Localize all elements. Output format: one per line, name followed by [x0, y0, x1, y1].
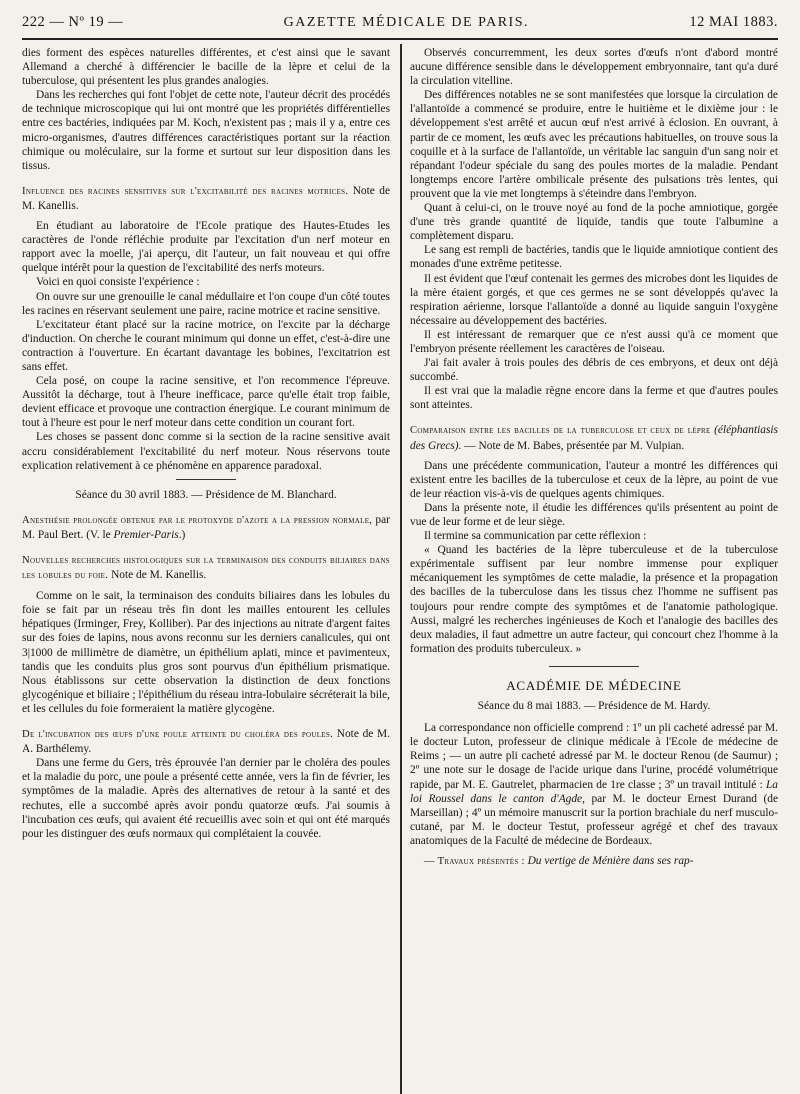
paragraph: Dans la présente note, il étudie les différences qu'ils présentent au point de vue de leur forme et de leur siège. — [410, 501, 778, 528]
paragraph: L'excitateur étant placé sur la racine motrice, on l'excite par la décharge d'induction. On cherche le courant minimum qui donne un effet, c'est-à-dire une contraction à l'ouverture. En écartant davantage les bobines, l'excitatrion est sans effet. — [22, 318, 390, 373]
header-left — [22, 14, 123, 31]
paragraph: Il termine sa communication par cette réflexion : — [424, 530, 647, 543]
paragraph: Des différences notables ne se sont manifestées que lorsque la circulation de l'allantoïde a commencé se produire, entre le huitième et le dixième jour : le développement s'est arrêté et aucun œuf n'est arrivé à éclosion. En ouvrant, à partir de ce moment, les œufs avec les précautions habituelles, on trouve sous la coquille et à la surface de l'allantoïde, un véritable lac sanguin d'un sang noir et répandant l'odeur spéciale du sang des poules mortes de la maladie. Pendant longtemps encore l'artère ombilicale présente des pulsations très lentes, qui prouvent que la vie met longtemps à s'éteindre dans l'embryon. — [410, 89, 778, 200]
heading-ref: Premier-Paris — [113, 528, 179, 541]
article-heading — [410, 423, 778, 452]
paragraph — [410, 854, 778, 869]
heading-title: Comparaison entre les bacilles de la tuberculose et ceux de lèpre — [410, 425, 711, 437]
paragraph: Dans une ferme du Gers, très éprouvée l'an dernier par le choléra des poules et la maladie du porc, une poule a présenté cette année, vers la fin de février, les symptômes de la maladie. Après des alternatives de retour à la santé et des rechutes, elle a succombé après avoir pondu quatorze œufs. J'ai soumis à l'incubation ces œufs, qui avaient été recueillis avec soin et qui ont été marqués pour les distinguer des œufs normaux qui complétaient la couvée. — [22, 757, 390, 840]
text-run-italic: La loi Roussel dans le canton d'Agde — [410, 778, 778, 805]
paragraph: Il est intéressant de remarquer que ce n'est aussi qu'à ce moment que l'embryon présente réellement les caractères de l'oiseau. — [410, 328, 778, 355]
heading-author: — Note de M. Babes, présentée par M. Vulpian. — [461, 439, 685, 452]
paragraph: dies forment des espèces naturelles différentes, et c'est ainsi que le savant Allemand a cherché à différencier le bacille de la lèpre et celui de la tuberculose, qui présentent les plus grandes analogies. — [22, 47, 390, 88]
paragraph: Observés concurremment, les deux sortes d'œufs n'ont d'abord montré aucune différence sensible dans le développement embryonnaire, tant qu'a duré la circulation vitelline. — [410, 47, 778, 88]
heading-author: Note de M. A. Barthélemy. — [22, 728, 390, 756]
right-column — [410, 46, 778, 869]
article-heading — [22, 513, 390, 542]
session-heading: Séance du 8 mai 1883. — Présidence de M. Hardy. — [477, 700, 711, 713]
section-title: ACADÉMIE DE MÉDECINE — [506, 677, 682, 693]
heading-title: Anesthésie prolongée obtenue par le protoxyde d'azote a la pression normale, — [22, 514, 373, 526]
text-run: , par M. le docteur Ernest Durand (de Marseillan) ; 4º un mémoire manuscrit sur la portion brachiale du nerf musculo-cutané, par M. le docteur Testut, professeur agrégé et chef des travaux anatomiques de la Faculté de médecine de Bordeaux. — [410, 792, 778, 847]
text-run: La correspondance non officielle comprend : 1º un pli cacheté adressé par M. le docteur Luton, professeur de clinique médicale à l'Ecole de médecine de Reims ; — un autre pli cacheté adressé par M. le docteur Renou (de Saumur) ; 2º une note sur le dosage de l'acide urique dans l'urine, procédé volumétrique rapide, par M. E. Gautrelet, pharmacien de 1re classe ; 3º un travail intitulé : — [410, 722, 778, 791]
paragraph: Quant à celui-ci, on le trouve noyé au fond de la poche amniotique, gorgée d'une très grande quantité de liquide, tandis que toute l'albumine a complètement disparu. — [410, 202, 778, 243]
paragraph: Cela posé, on coupe la racine sensitive, et l'on recommence l'épreuve. Aussitôt la décharge, tout à l'heure inefficace, parce qu'elle était trop faible, devient efficace et provoque une contraction énergique. Le courant minimum de tout à l'heure est pour le nerf moteur dans cette condition un courant fort. — [22, 375, 390, 430]
heading-title: De l'incubation des œufs d'une poule atteinte du choléra des poules. — [22, 729, 334, 741]
heading-author: par M. Paul Bert. (V. le — [22, 513, 390, 541]
travaux-label: — Travaux présentés : — [424, 855, 525, 867]
paragraph: Il est vrai que la maladie règne encore dans la ferme et que d'autres poules sont atteintes. — [410, 385, 778, 412]
heading-title: Nouvelles recherches histologiques sur la terminaison des conduits biliaires dans les lobules du foie. — [22, 555, 390, 582]
paragraph: Il est évident que l'œuf contenait les germes des microbes dont les liquides de la mère étaient gorgés, et que ces germes ne se sont développés qu'avec la respiration aérienne, lorsque l'allantoïde a donné au liquide sanguin l'oxygène nécessaire au développement des bactéries. — [410, 272, 778, 327]
paragraph: Les choses se passent donc comme si la section de la racine sensitive avait accru considérablement l'excitabilité du nerf moteur. Nous réservons toute explication relativement à ce phénomène en apparence paradoxal. — [22, 431, 390, 472]
issue-date: 12 MAI 1883. — [689, 14, 778, 30]
header-rule — [22, 38, 778, 40]
heading-title: Influence des racines sensitives sur l'excitabilité des racines motrices. — [22, 185, 349, 197]
article-heading — [22, 727, 390, 756]
article-heading — [22, 553, 390, 583]
columns — [22, 46, 778, 869]
section-rule — [176, 479, 236, 480]
page-header — [22, 14, 778, 34]
paragraph: Comme on le sait, la terminaison des conduits biliaires dans les lobules du foie se fait par un réseau très fin dont les mailles entourent les cellules hépatiques (Irminger, Frey, Kolliber). Par des injections au nitrate d'argent faites sur des foies de lapins, nous avons reconnu sur les derniers canalicules, qui ont 3|1000 de millimètre de diamètre, un épithélium aplati, mince et pavimenteux, tandis que les conduits plus gros sont pourvus d'un épithélium prismatique. Nous établissons sur cette observation la distinction de deux fonctions glycogénique et biliaire ; l'épithélium du réseau intra-lobulaire sécréterait la bile, et les cellules du foie formeraient la matière glycogène. — [22, 590, 390, 715]
paragraph: Dans une précédente communication, l'auteur a montré les différences qui existent entre les bacilles de la tuberculose et ceux de la lèpre, au point de vue de leur réaction vis-à-vis de quelques agents chimiques. — [410, 459, 778, 500]
issue-number: — Nº 19 — — [49, 14, 124, 30]
paragraph: J'ai fait avaler à trois poules des débris de ces embryons, et deux ont déjà succombé. — [410, 357, 778, 384]
paragraph: Voici en quoi consiste l'expérience : — [36, 276, 200, 289]
article-heading — [22, 184, 390, 213]
column-divider — [400, 44, 402, 1094]
heading-author: Note de M. Kanellis. — [22, 184, 391, 212]
page-number: 222 — [22, 14, 46, 30]
paragraph: En étudiant au laboratoire de l'Ecole pratique des Hautes-Etudes les caractères de l'onde réfléchie produite par l'excitation d'un nerf moteur en rapport avec la moelle, j'ai aperçu, dit l'auteur, un fait nouveau et qui offre quelque intérêt pour la question de l'excitabilité des nerfs moteurs. — [22, 220, 390, 275]
paragraph: On ouvre sur une grenouille le canal médullaire et l'on coupe d'un côté toutes les racines en réservant seulement une paire, racine motrice et racine sensitive. — [22, 290, 390, 317]
paragraph: Dans les recherches qui font l'objet de cette note, l'auteur décrit des procédés de technique microscopique qui lui ont montré que les propriétés différentielles entre ces bactéries, indiquées par M. Koch, n'existent pas ; mais il y a, entre ces micro-organismes, d'autres différences caractéristiques portant sur la réaction chimique ou moléculaire, sur la forme et surtout sur leur disposition dans les tissus. — [22, 89, 390, 172]
left-column — [22, 46, 390, 869]
heading-end: .) — [178, 528, 186, 541]
heading-author: Note de M. Kanellis. — [108, 569, 207, 582]
quotation: « Quand les bactéries de la lèpre tuberculeuse et de la tuberculose expérimentale suffisent par leur nombre immense pour expliquer mécaniquement les symptômes de cette maladie, la présence et la propagation des bacilles de la tuberculose dans les tissus chez l'homme ne suffisent pas toujours pour rendre compte des symptômes et de l'anatomie pathologique. Aussi, malgré les recherches ingénieuses de Koch et l'analogie des bacilles des deux maladies, il faut admettre un autre facteur, qui concourt chez l'homme à la formation des produits tuberculeux. » — [410, 544, 778, 655]
session-heading: Séance du 30 avril 1883. — Présidence de M. Blanchard. — [75, 488, 337, 501]
journal-title: GAZETTE MÉDICALE DE PARIS. — [283, 15, 529, 30]
travaux-text: Du vertige de Ménière dans ses rap- — [524, 854, 694, 867]
heading-paren: (éléphantiasis des Grecs). — [410, 424, 778, 452]
paragraph — [410, 721, 778, 848]
section-rule — [549, 666, 639, 667]
paragraph: Le sang est rempli de bactéries, tandis que le liquide amniotique contient des monades d'une extrême petitesse. — [410, 244, 778, 271]
